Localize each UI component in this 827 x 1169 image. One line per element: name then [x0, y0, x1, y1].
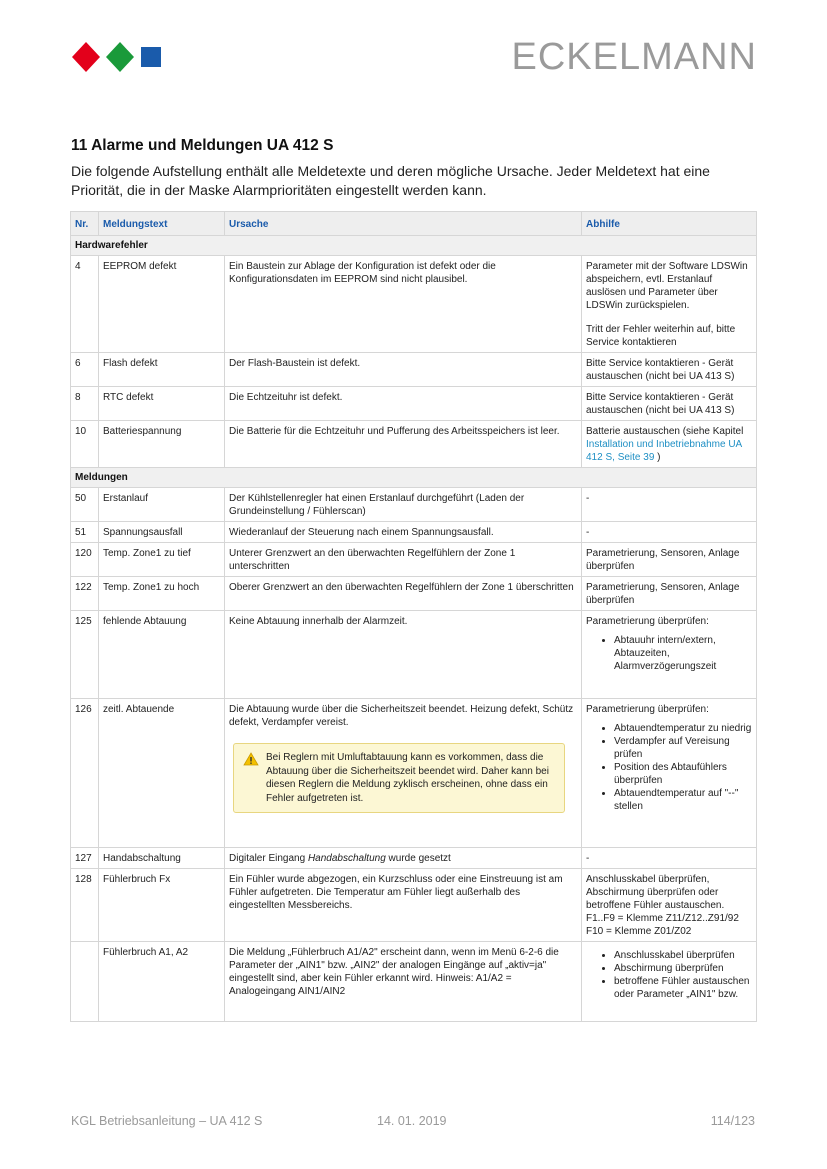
- note-text: Bei Reglern mit Umluftabtauung kann es vorkommen, dass die Abtauung über die Sicherheitszeit beendet wird. Daher kann bei diesen Reglern die Meldung zyklisch erscheinen, ohne dass ein Fehler aufgetreten ist.: [266, 752, 549, 804]
- fix-text: F1..F9 = Klemme Z11/Z12..Z91/92: [586, 913, 739, 924]
- warning-icon: [243, 752, 259, 766]
- header-cause: Ursache: [225, 212, 582, 236]
- list-item: • Position des Abtaufühlers überprüfen: [614, 761, 752, 787]
- cause-text: Digitaler Eingang: [229, 853, 308, 864]
- table-row: [71, 488, 757, 522]
- table-row: [71, 869, 757, 942]
- cell-nr: 125: [71, 611, 99, 699]
- table-header-row: [71, 212, 757, 236]
- table-row: [71, 699, 757, 848]
- page-title: 11 Alarme und Meldungen UA 412 S: [71, 137, 334, 154]
- fix-text: Anschlusskabel überprüfen, Abschirmung überprüfen oder betroffene Fühler austauschen.: [586, 874, 725, 911]
- cell-nr: [71, 942, 99, 1022]
- cell-text: Temp. Zone1 zu tief: [99, 543, 225, 577]
- fix-bullet-list: [586, 949, 752, 1001]
- cell-cause: Die Echtzeituhr ist defekt.: [225, 387, 582, 421]
- footer-document-title: KGL Betriebsanleitung – UA 412 S: [71, 1114, 263, 1128]
- cell-fix: -: [582, 848, 757, 869]
- group-row: [71, 236, 757, 256]
- group-hardwarefehler: Hardwarefehler: [71, 236, 757, 256]
- fix-text: Tritt der Fehler weiterhin auf, bitte Service kontaktieren: [586, 324, 736, 348]
- list-item: • Abtauuhr intern/extern, Abtauzeiten, Alarmverzögerungszeit: [614, 634, 752, 673]
- eckelmann-logo-icon: [72, 40, 164, 74]
- table-row: [71, 353, 757, 387]
- cell-fix: [582, 942, 757, 1022]
- cell-cause: Wiederanlauf der Steuerung nach einem Spannungsausfall.: [225, 522, 582, 543]
- fix-text: Parametrierung überprüfen:: [586, 704, 709, 715]
- cell-nr: 4: [71, 256, 99, 353]
- list-item: • Anschlusskabel überprüfen: [614, 949, 752, 962]
- fix-text: Parametrierung überprüfen:: [586, 616, 709, 627]
- cell-text: Spannungsausfall: [99, 522, 225, 543]
- cell-nr: 120: [71, 543, 99, 577]
- cell-fix: -: [582, 488, 757, 522]
- cell-cause: Die Batterie für die Echtzeituhr und Pufferung des Arbeitsspeichers ist leer.: [225, 421, 582, 468]
- cell-cause: Ein Baustein zur Ablage der Konfiguration ist defekt oder die Konfigurationsdaten im EEPROM sind nicht plausibel.: [225, 256, 582, 353]
- cell-text: zeitl. Abtauende: [99, 699, 225, 848]
- group-meldungen: Meldungen: [71, 468, 757, 488]
- header-text: Meldungstext: [99, 212, 225, 236]
- table-row: [71, 256, 757, 353]
- fix-text: Batterie austauschen (siehe Kapitel: [586, 426, 744, 437]
- cell-text: fehlende Abtauung: [99, 611, 225, 699]
- cell-fix: [582, 256, 757, 353]
- cell-cause: [225, 699, 582, 848]
- cause-text: Die Abtauung wurde über die Sicherheitszeit beendet. Heizung defekt, Schütz defekt, Verdampfer vereist.: [229, 704, 574, 728]
- footer-page-number: 114/123: [710, 1114, 755, 1128]
- fix-text: Parameter mit der Software LDSWin abspeichern, evtl. Erstanlauf auslösen und Parameter über LDSWin zurückspielen.: [586, 261, 748, 311]
- cell-nr: 126: [71, 699, 99, 848]
- cell-text: EEPROM defekt: [99, 256, 225, 353]
- group-row: [71, 468, 757, 488]
- cell-cause: Die Meldung „Fühlerbruch A1/A2" erscheint dann, wenn im Menü 6-2-6 die Parameter der „AIN1" bzw. „AIN2" der analogen Eingänge auf „aktiv=ja" eingestellt sind, aber kein Fühler erkannt wird. Hinweis: A1/A2 = Analogeingang AIN1/AIN2: [225, 942, 582, 1022]
- cell-text: Fühlerbruch A1, A2: [99, 942, 225, 1022]
- footer-date: 14. 01. 2019: [377, 1114, 447, 1128]
- cell-cause: [225, 848, 582, 869]
- cell-text: RTC defekt: [99, 387, 225, 421]
- table-row: [71, 421, 757, 468]
- list-item: • betroffene Fühler austauschen oder Parameter „AIN1" bzw.: [614, 975, 752, 1001]
- brand-name: ECKELMANN: [511, 36, 757, 78]
- header-fix: Abhilfe: [582, 212, 757, 236]
- cell-text: Batteriespannung: [99, 421, 225, 468]
- table-row: [71, 942, 757, 1022]
- table-row: [71, 522, 757, 543]
- cell-text: Fühlerbruch Fx: [99, 869, 225, 942]
- cell-cause: Der Kühlstellenregler hat einen Erstanlauf durchgeführt (Laden der Grundeinstellung / Fühlerscan): [225, 488, 582, 522]
- table-row: [71, 387, 757, 421]
- cell-fix: [582, 611, 757, 699]
- table-row: [71, 848, 757, 869]
- cell-nr: 8: [71, 387, 99, 421]
- cell-fix: Parametrierung, Sensoren, Anlage überprüfen: [582, 543, 757, 577]
- cell-fix: -: [582, 522, 757, 543]
- cell-cause: Der Flash-Baustein ist defekt.: [225, 353, 582, 387]
- cell-text: Temp. Zone1 zu hoch: [99, 577, 225, 611]
- fix-bullet-list: [586, 722, 752, 813]
- cell-fix: Bitte Service kontaktieren - Gerät austauschen (nicht bei UA 413 S): [582, 353, 757, 387]
- header-nr: Nr.: [71, 212, 99, 236]
- fix-text: F10 = Klemme Z01/Z02: [586, 926, 692, 937]
- list-item: • Abschirmung überprüfen: [614, 962, 752, 975]
- cell-cause: Unterer Grenzwert an den überwachten Regelfühlern der Zone 1 unterschritten: [225, 543, 582, 577]
- list-item: • Verdampfer auf Vereisung prüfen: [614, 735, 752, 761]
- cell-nr: 127: [71, 848, 99, 869]
- list-item: • Abtauendtemperatur zu niedrig: [614, 722, 752, 735]
- cell-nr: 122: [71, 577, 99, 611]
- chapter-link[interactable]: Installation und Inbetriebnahme UA 412 S, Seite 39: [586, 439, 742, 463]
- cause-emphasis: Handabschaltung: [307, 853, 386, 864]
- fix-text: ): [654, 452, 661, 463]
- table-row: [71, 577, 757, 611]
- table-row: [71, 543, 757, 577]
- intro-text: Die folgende Aufstellung enthält alle Meldetexte und deren mögliche Ursache. Jeder Meldetext hat eine Priorität, die in der Maske Alarmprioritäten eingestellt werden kann.: [71, 163, 710, 198]
- cell-cause: Keine Abtauung innerhalb der Alarmzeit.: [225, 611, 582, 699]
- cell-fix: [582, 869, 757, 942]
- cell-text: Flash defekt: [99, 353, 225, 387]
- cell-fix: Bitte Service kontaktieren - Gerät austauschen (nicht bei UA 413 S): [582, 387, 757, 421]
- warning-note: [233, 743, 565, 813]
- cell-text: Erstanlauf: [99, 488, 225, 522]
- cell-cause: Oberer Grenzwert an den überwachten Regelfühlern der Zone 1 überschritten: [225, 577, 582, 611]
- cell-fix: [582, 421, 757, 468]
- cell-text: Handabschaltung: [99, 848, 225, 869]
- alarm-table: [70, 211, 757, 1022]
- cell-nr: 51: [71, 522, 99, 543]
- cell-fix: [582, 699, 757, 848]
- cell-nr: 128: [71, 869, 99, 942]
- cell-fix: Parametrierung, Sensoren, Anlage überprüfen: [582, 577, 757, 611]
- cell-nr: 6: [71, 353, 99, 387]
- cause-text: wurde gesetzt: [385, 853, 451, 864]
- cell-nr: 10: [71, 421, 99, 468]
- cell-nr: 50: [71, 488, 99, 522]
- fix-bullet-list: [586, 634, 752, 673]
- cell-cause: Ein Fühler wurde abgezogen, ein Kurzschluss oder eine Einstreuung ist am Fühler aufgetreten. Die Temperatur am Fühler liegt außerhalb des eingestellten Messbereichs.: [225, 869, 582, 942]
- table-row: [71, 611, 757, 699]
- list-item: • Abtauendtemperatur auf "--" stellen: [614, 787, 752, 813]
